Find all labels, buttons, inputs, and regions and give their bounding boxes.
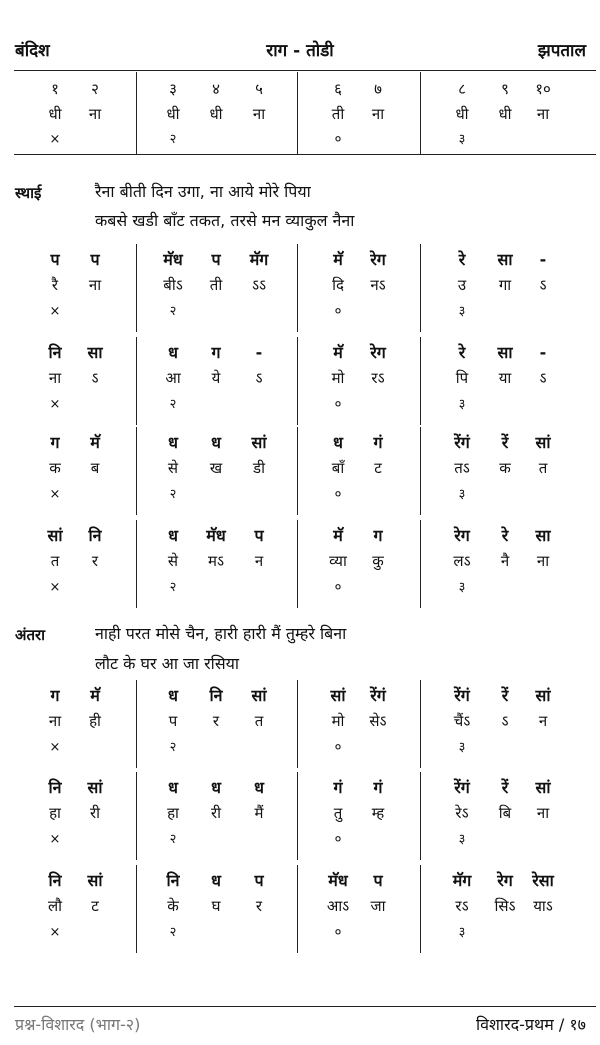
sthayi-row-3-bar-2 bbox=[297, 427, 298, 515]
taal-bar-1 bbox=[136, 72, 137, 154]
antara-tali-mark: ० bbox=[334, 832, 342, 847]
antara-swar: ग bbox=[50, 686, 60, 705]
sthayi-bol: तऽ bbox=[454, 459, 470, 477]
antara-bol: री bbox=[89, 804, 101, 822]
sthayi-swar: सा bbox=[497, 343, 513, 362]
antara-row-1-bar-1 bbox=[136, 680, 137, 768]
antara-lyric-line-2: लौट के घर आ जा रसिया bbox=[95, 654, 240, 673]
taal-matra: ४ bbox=[212, 80, 220, 98]
sthayi-bol: या bbox=[498, 369, 512, 387]
sthayi-lyric-line-2: कबसे खडी बाँट तकत, तरसे मन व्याकुल नैना bbox=[95, 211, 355, 230]
taal-bar-3 bbox=[420, 72, 421, 154]
antara-bol: घ bbox=[211, 897, 221, 915]
taal-bol: धी bbox=[498, 105, 512, 123]
sthayi-swar: प bbox=[90, 250, 100, 269]
sthayi-bol: बाँ bbox=[331, 459, 345, 477]
footer-page-number: विशारद-प्रथम / १७ bbox=[476, 1015, 586, 1034]
sthayi-tali-mark: २ bbox=[169, 304, 177, 319]
sthayi-bol: कु bbox=[372, 552, 384, 570]
sthayi-row-1-bar-3 bbox=[420, 244, 421, 332]
antara-bol: हा bbox=[167, 804, 179, 822]
sthayi-bol: ना bbox=[88, 276, 102, 294]
sthayi-bol: पि bbox=[455, 369, 469, 387]
sthayi-row-4-bar-2 bbox=[297, 520, 298, 608]
sthayi-tali-mark: २ bbox=[169, 487, 177, 502]
antara-swar: गं bbox=[333, 778, 343, 797]
sthayi-bol: ऽऽ bbox=[251, 276, 267, 294]
antara-bol: र bbox=[255, 897, 263, 915]
sthayi-tali-mark: ० bbox=[334, 487, 342, 502]
sthayi-bol: त bbox=[538, 459, 548, 477]
sthayi-row-3-bar-3 bbox=[420, 427, 421, 515]
sthayi-bol: ऽ bbox=[539, 369, 547, 387]
sthayi-tali-mark: २ bbox=[169, 580, 177, 595]
sthayi-bol: ये bbox=[211, 369, 221, 387]
sthayi-bol: ती bbox=[209, 276, 223, 294]
taal-tali-mark: × bbox=[49, 132, 61, 147]
sthayi-row-2-bar-1 bbox=[136, 337, 137, 425]
sthayi-swar: प bbox=[50, 250, 60, 269]
antara-bol: त bbox=[254, 712, 264, 730]
taal-matra: ३ bbox=[169, 80, 177, 98]
sthayi-swar: मॅ bbox=[333, 343, 343, 362]
antara-swar: रेंगं bbox=[454, 686, 470, 705]
taal-matra: १ bbox=[51, 80, 59, 98]
footer-book-title: प्रश्न-विशारद (भाग-२) bbox=[15, 1015, 141, 1034]
antara-bol: के bbox=[167, 897, 179, 915]
antara-bol: न bbox=[538, 712, 548, 730]
taal-bol: ना bbox=[88, 105, 102, 123]
taal-bol: ना bbox=[252, 105, 266, 123]
taal-matra: ६ bbox=[334, 80, 342, 98]
antara-tali-mark: × bbox=[49, 740, 61, 755]
header-raag: राग - तोडी bbox=[266, 41, 334, 61]
antara-row-2-bar-2 bbox=[297, 772, 298, 860]
antara-bol: याऽ bbox=[533, 897, 553, 915]
sthayi-swar: - bbox=[539, 343, 547, 362]
sthayi-row-2-bar-2 bbox=[297, 337, 298, 425]
sthayi-swar: मॅध bbox=[206, 526, 226, 545]
taal-tali-mark: ३ bbox=[458, 132, 466, 147]
sthayi-bol: आ bbox=[165, 369, 181, 387]
sthayi-row-4-bar-1 bbox=[136, 520, 137, 608]
taal-matra: १० bbox=[535, 80, 551, 98]
antara-swar: मॅ bbox=[90, 686, 100, 705]
taal-tali-mark: ० bbox=[334, 132, 342, 147]
sthayi-bol: न bbox=[254, 552, 264, 570]
sthayi-label: स्थाई bbox=[15, 184, 42, 202]
antara-bol: ना bbox=[536, 804, 550, 822]
sthayi-swar: रेग bbox=[370, 343, 386, 362]
sthayi-lyric-line-1: रैना बीती दिन उगा, ना आये मोरे पिया bbox=[95, 182, 311, 201]
taal-top-rule bbox=[14, 70, 596, 71]
antara-row-2-bar-3 bbox=[420, 772, 421, 860]
antara-bol: हा bbox=[49, 804, 61, 822]
taal-bottom-rule bbox=[14, 154, 596, 155]
sthayi-swar: सा bbox=[497, 250, 513, 269]
antara-swar: ध bbox=[211, 778, 221, 797]
antara-row-3-bar-2 bbox=[297, 865, 298, 953]
sthayi-bol: ना bbox=[48, 369, 62, 387]
antara-tali-mark: २ bbox=[169, 832, 177, 847]
sthayi-row-1-bar-2 bbox=[297, 244, 298, 332]
sthayi-swar: सा bbox=[87, 343, 103, 362]
sthayi-swar: नि bbox=[88, 526, 102, 545]
antara-row-2-bar-1 bbox=[136, 772, 137, 860]
sthayi-bol: ट bbox=[374, 459, 382, 477]
taal-bol: धी bbox=[166, 105, 180, 123]
sthayi-bol: रै bbox=[51, 276, 59, 294]
sthayi-swar: प bbox=[211, 250, 221, 269]
antara-label: अंतरा bbox=[15, 626, 46, 644]
antara-tali-mark: २ bbox=[169, 740, 177, 755]
antara-tali-mark: ३ bbox=[458, 740, 466, 755]
sthayi-swar: ग bbox=[50, 433, 60, 452]
taal-bol: ना bbox=[536, 105, 550, 123]
antara-bol: बि bbox=[498, 804, 512, 822]
antara-swar: रेग bbox=[497, 871, 513, 890]
antara-swar: सां bbox=[251, 686, 267, 705]
antara-bol: आऽ bbox=[326, 897, 350, 915]
sthayi-tali-mark: × bbox=[49, 487, 61, 502]
sthayi-swar: ध bbox=[168, 433, 178, 452]
antara-swar: रेंगं bbox=[370, 686, 386, 705]
sthayi-swar: प bbox=[254, 526, 264, 545]
sthayi-swar: रेग bbox=[370, 250, 386, 269]
antara-swar: नि bbox=[166, 871, 180, 890]
antara-bol: ऽ bbox=[501, 712, 509, 730]
sthayi-swar: मॅ bbox=[333, 250, 343, 269]
antara-swar: गं bbox=[373, 778, 383, 797]
sthayi-bol: मो bbox=[331, 369, 345, 387]
sthayi-bol: मऽ bbox=[208, 552, 224, 570]
antara-bol: चैंऽ bbox=[453, 712, 471, 730]
antara-tali-mark: ० bbox=[334, 925, 342, 940]
sthayi-swar: - bbox=[539, 250, 547, 269]
antara-bol: लौ bbox=[47, 897, 63, 915]
sthayi-bol: ऽ bbox=[91, 369, 99, 387]
sthayi-bol: नऽ bbox=[370, 276, 386, 294]
sthayi-bol: लऽ bbox=[453, 552, 471, 570]
antara-bol: सेऽ bbox=[369, 712, 387, 730]
sthayi-swar: रे bbox=[458, 250, 466, 269]
sthayi-swar: गं bbox=[373, 433, 383, 452]
sthayi-swar: ध bbox=[168, 526, 178, 545]
antara-swar: नि bbox=[48, 778, 62, 797]
sthayi-bol: नै bbox=[500, 552, 510, 570]
sthayi-swar: सां bbox=[535, 433, 551, 452]
antara-tali-mark: × bbox=[49, 832, 61, 847]
sthayi-bol: ऽ bbox=[255, 369, 263, 387]
taal-matra: ८ bbox=[458, 80, 466, 98]
sthayi-swar: सां bbox=[251, 433, 267, 452]
sthayi-row-2-bar-3 bbox=[420, 337, 421, 425]
sthayi-swar: मॅ bbox=[90, 433, 100, 452]
sthayi-bol: से bbox=[167, 552, 179, 570]
antara-swar: ध bbox=[168, 778, 178, 797]
taal-bol: धी bbox=[48, 105, 62, 123]
sthayi-tali-mark: ३ bbox=[458, 304, 466, 319]
sthayi-bol: ना bbox=[536, 552, 550, 570]
sthayi-swar: मॅग bbox=[249, 250, 269, 269]
sthayi-bol: त bbox=[50, 552, 60, 570]
sthayi-tali-mark: × bbox=[49, 580, 61, 595]
taal-matra: २ bbox=[91, 80, 99, 98]
sthayi-bol: ऽ bbox=[539, 276, 547, 294]
sthayi-swar: रे bbox=[458, 343, 466, 362]
antara-lyric-line-1: नाही परत मोसे चैन, हारी हारी मैं तुम्हरे बिना bbox=[95, 624, 347, 643]
sthayi-swar: मॅ bbox=[333, 526, 343, 545]
antara-swar: रेसा bbox=[532, 871, 554, 890]
sthayi-tali-mark: × bbox=[49, 397, 61, 412]
antara-bol: रऽ bbox=[455, 897, 469, 915]
sthayi-swar: - bbox=[255, 343, 263, 362]
taal-bol: धी bbox=[455, 105, 469, 123]
antara-swar: नि bbox=[48, 871, 62, 890]
sthayi-tali-mark: २ bbox=[169, 397, 177, 412]
sthayi-row-3-bar-1 bbox=[136, 427, 137, 515]
sthayi-tali-mark: ३ bbox=[458, 397, 466, 412]
sthayi-tali-mark: ० bbox=[334, 580, 342, 595]
taal-matra: ५ bbox=[255, 80, 263, 98]
taal-bol: ना bbox=[371, 105, 385, 123]
sthayi-swar: रेंगं bbox=[454, 433, 470, 452]
sthayi-bol: ब bbox=[90, 459, 100, 477]
antara-swar: रें bbox=[501, 778, 509, 797]
taal-tali-mark: २ bbox=[169, 132, 177, 147]
sthayi-bol: उ bbox=[457, 276, 467, 294]
antara-bol: ना bbox=[48, 712, 62, 730]
sthayi-swar: मॅध bbox=[163, 250, 183, 269]
antara-bol: र bbox=[212, 712, 220, 730]
antara-swar: सां bbox=[535, 686, 551, 705]
taal-matra: ९ bbox=[501, 80, 509, 98]
antara-swar: ध bbox=[168, 686, 178, 705]
antara-swar: रें bbox=[501, 686, 509, 705]
antara-tali-mark: ३ bbox=[458, 925, 466, 940]
taal-bar-2 bbox=[297, 72, 298, 154]
header-bandish: बंदिश bbox=[15, 41, 50, 61]
antara-row-1-bar-3 bbox=[420, 680, 421, 768]
antara-swar: सां bbox=[87, 871, 103, 890]
antara-swar: प bbox=[254, 871, 264, 890]
sthayi-swar: ग bbox=[211, 343, 221, 362]
antara-tali-mark: ० bbox=[334, 740, 342, 755]
sthayi-tali-mark: ३ bbox=[458, 487, 466, 502]
sthayi-swar: ग bbox=[373, 526, 383, 545]
antara-swar: नि bbox=[209, 686, 223, 705]
antara-swar: ध bbox=[211, 871, 221, 890]
sthayi-bol: रऽ bbox=[371, 369, 385, 387]
antara-bol: रेऽ bbox=[455, 804, 469, 822]
antara-swar: ध bbox=[254, 778, 264, 797]
sthayi-bol: डी bbox=[253, 459, 265, 477]
taal-bol: धी bbox=[209, 105, 223, 123]
antara-swar: मॅग bbox=[452, 871, 472, 890]
antara-tali-mark: २ bbox=[169, 925, 177, 940]
taal-matra: ७ bbox=[374, 80, 382, 98]
antara-swar: मॅध bbox=[328, 871, 348, 890]
antara-bol: म्ह bbox=[371, 804, 385, 822]
sthayi-bol: से bbox=[167, 459, 179, 477]
antara-swar: प bbox=[373, 871, 383, 890]
sthayi-swar: ध bbox=[333, 433, 343, 452]
sthayi-bol: क bbox=[499, 459, 511, 477]
antara-swar: सां bbox=[330, 686, 346, 705]
sthayi-swar: रेग bbox=[454, 526, 470, 545]
antara-swar: सां bbox=[87, 778, 103, 797]
antara-row-3-bar-1 bbox=[136, 865, 137, 953]
sthayi-tali-mark: ० bbox=[334, 304, 342, 319]
sthayi-swar: ध bbox=[168, 343, 178, 362]
sthayi-bol: र bbox=[91, 552, 99, 570]
antara-bol: मैं bbox=[254, 804, 264, 822]
antara-bol: ट bbox=[91, 897, 99, 915]
sthayi-tali-mark: ३ bbox=[458, 580, 466, 595]
header-taal: झपताल bbox=[537, 41, 586, 61]
antara-bol: सिऽ bbox=[494, 897, 516, 915]
sthayi-bol: ख bbox=[209, 459, 223, 477]
sthayi-bol: गा bbox=[498, 276, 512, 294]
antara-bol: तु bbox=[333, 804, 343, 822]
sthayi-bol: बीऽ bbox=[163, 276, 183, 294]
antara-bol: मो bbox=[331, 712, 345, 730]
sthayi-swar: नि bbox=[48, 343, 62, 362]
sthayi-swar: ध bbox=[211, 433, 221, 452]
antara-row-3-bar-3 bbox=[420, 865, 421, 953]
antara-bol: जा bbox=[370, 897, 386, 915]
antara-bol: प bbox=[168, 712, 178, 730]
antara-bol: ही bbox=[89, 712, 101, 730]
sthayi-bol: क bbox=[49, 459, 61, 477]
sthayi-swar: सा bbox=[535, 526, 551, 545]
sthayi-tali-mark: × bbox=[49, 304, 61, 319]
antara-tali-mark: × bbox=[49, 925, 61, 940]
antara-bol: री bbox=[210, 804, 222, 822]
antara-swar: सां bbox=[535, 778, 551, 797]
sthayi-bol: दि bbox=[332, 276, 344, 294]
sthayi-tali-mark: ० bbox=[334, 397, 342, 412]
sthayi-swar: रे bbox=[501, 526, 509, 545]
footer-rule bbox=[14, 1006, 596, 1007]
antara-swar: रेंगं bbox=[454, 778, 470, 797]
sthayi-swar: रें bbox=[501, 433, 509, 452]
sthayi-row-1-bar-1 bbox=[136, 244, 137, 332]
sthayi-swar: सां bbox=[47, 526, 63, 545]
sthayi-bol: व्या bbox=[329, 552, 347, 570]
taal-bol: ती bbox=[331, 105, 345, 123]
sthayi-row-4-bar-3 bbox=[420, 520, 421, 608]
antara-tali-mark: ३ bbox=[458, 832, 466, 847]
antara-row-1-bar-2 bbox=[297, 680, 298, 768]
